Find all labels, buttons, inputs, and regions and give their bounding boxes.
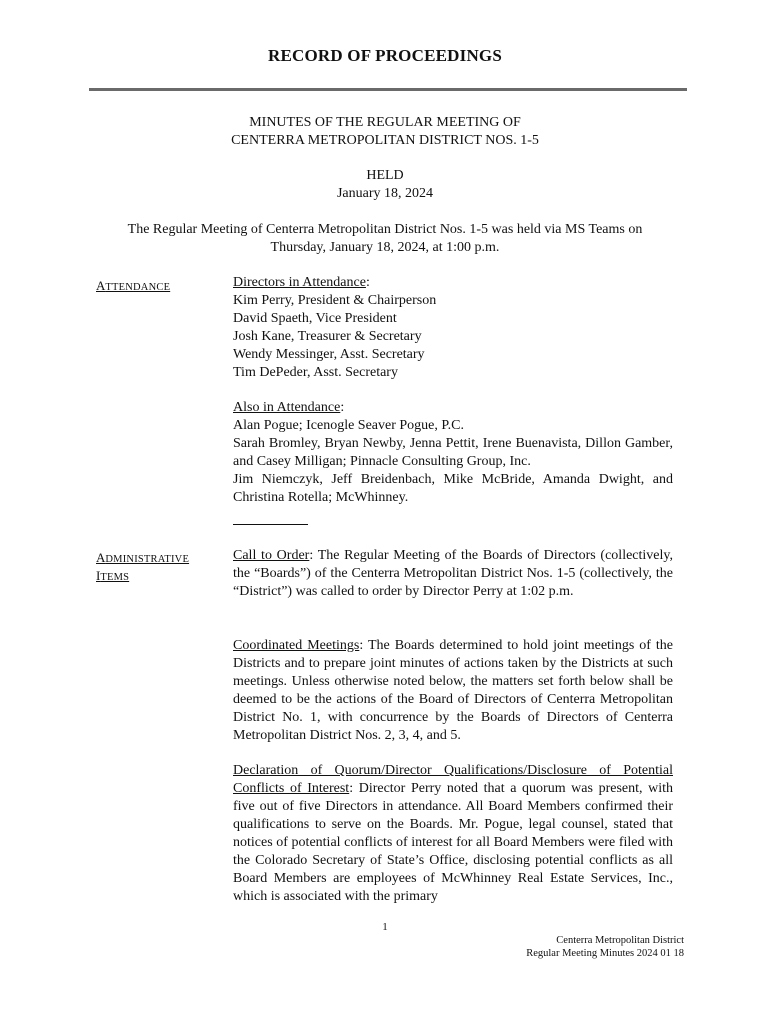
intro-line1: The Regular Meeting of Centerra Metropolitan District Nos. 1-5 was held via MS Teams on [127,222,643,237]
also-item: Alan Pogue; Icenogle Seaver Pogue, P.C. [233,418,464,433]
also-heading: Also in Attendance: [233,400,345,415]
call-to-order-paragraph: Call to Order: The Regular Meeting of the Boards of Directors (collectively, the “Boards”) of the Centerra Metropolitan District Nos. 1-5 (collectively, the “District”) was called to order by Director Perry at 1:02 p.m. [233,548,673,599]
section-label-administrative: ADMINISTRATIVE [96,550,190,565]
director-item: David Spaeth, Vice President [233,311,397,326]
section-label-items: ITEMS [96,568,130,583]
director-item: Kim Perry, President & Chairperson [233,293,437,308]
director-item: Tim DePeder, Asst. Secretary [233,365,398,380]
footer-document-id: Regular Meeting Minutes 2024 01 18 [526,948,684,959]
quorum-paragraph: Declaration of Quorum/Director Qualifications/Disclosure of Potential Conflicts of Interest: Director Perry noted that a quorum was present, with five out of five Directors in attendance. All Board Members confirmed their qualifications to serve on the Boards. Mr. Pogue, legal counsel, stated that notices of potential conflicts of interest for all Board Members were filed with the Colorado Secretary of State’s Office, disclosing potential conflicts as all Board Members are employees of McWhinney Real Estate Services, Inc., which is associated with the primary [233,763,673,904]
coordinated-meetings-paragraph: Coordinated Meetings: The Boards determined to hold joint meetings of the Districts and to prepare joint minutes of actions taken by the Districts at such meetings. Unless otherwise noted below, the matters set forth below shall be deemed to be the actions of the Board of Directors of Centerra Metropolitan District No. 1, with concurrence by the Boards of Directors of Centerra Metropolitan District Nos. 2, 3, 4, and 5. [233,638,674,743]
document-title: RECORD OF PROCEEDINGS [267,46,503,65]
director-item: Wendy Messinger, Asst. Secretary [233,347,425,362]
page-number: 1 [382,921,388,933]
directors-heading: Directors in Attendance: [233,275,370,290]
meeting-date: January 18, 2024 [336,186,434,201]
signature-blank-line [233,524,308,525]
also-item: Sarah Bromley, Bryan Newby, Jenna Pettit, Irene Buenavista, Dillon Gamber, and Casey Milligan; Pinnacle Consulting Group, Inc. [233,436,673,469]
footer-district: Centerra Metropolitan District [556,935,684,946]
minutes-heading-line2: CENTERRA METROPOLITAN DISTRICT NOS. 1-5 [231,133,539,148]
minutes-heading-line1: MINUTES OF THE REGULAR MEETING OF [249,115,521,130]
also-item: Jim Niemczyk, Jeff Breidenbach, Mike McBride, Amanda Dwight, and Christina Rotella; McWhinney. [233,472,673,505]
attendance-block [233,274,673,507]
intro-line2: Thursday, January 18, 2024, at 1:00 p.m. [270,240,500,255]
director-item: Josh Kane, Treasurer & Secretary [233,329,422,344]
held-label: HELD [366,168,404,183]
section-label-attendance: ATTENDANCE [96,278,171,293]
title-rule [89,88,687,91]
